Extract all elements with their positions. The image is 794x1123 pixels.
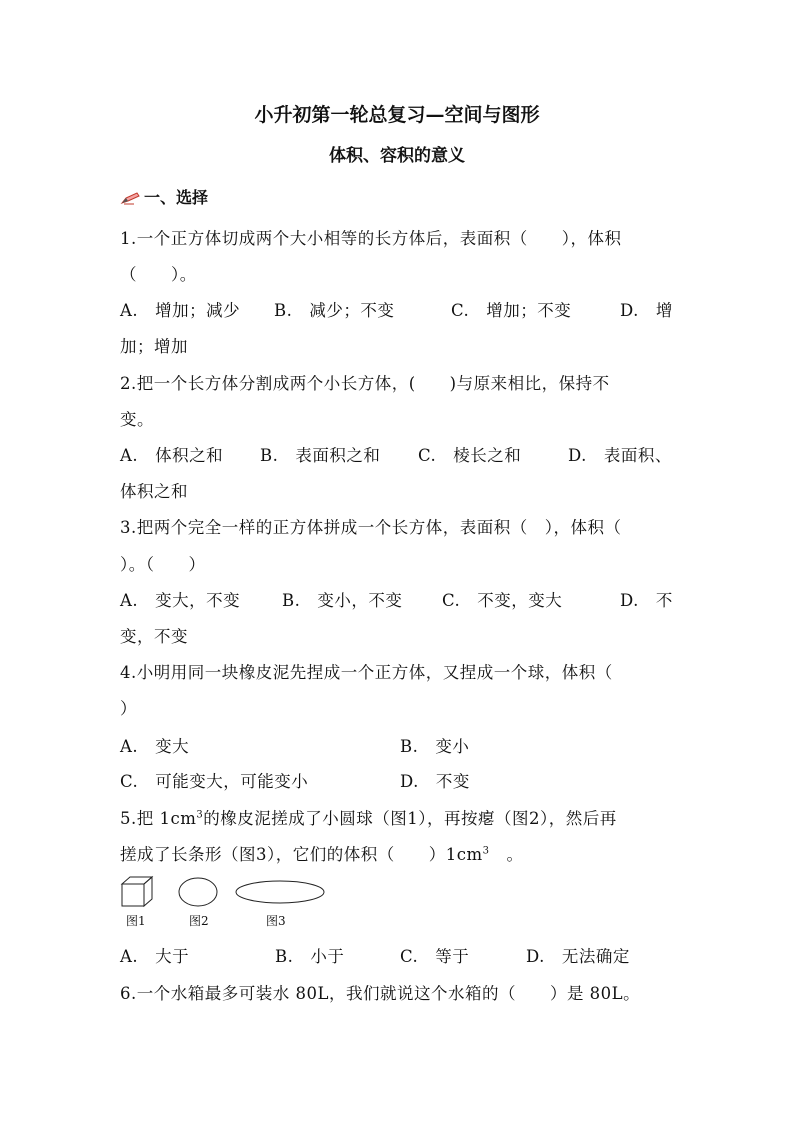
- superscript: 3: [196, 809, 204, 821]
- question-3-line-2: ）。（ ）: [120, 555, 206, 574]
- question-2-option-d: D. 表面积、: [568, 446, 672, 465]
- question-3-options-cont: 变，不变: [120, 627, 188, 646]
- question-4-option-d: D. 不变: [400, 772, 470, 791]
- figure-2-ellipse: [179, 878, 217, 906]
- question-5-line-2: [120, 841, 524, 865]
- question-2-line-2: 变。: [120, 410, 154, 429]
- figure-3-ellipse: [236, 881, 324, 903]
- question-4-option-c: C. 可能变大，可能变小: [120, 772, 309, 791]
- section-label: 一、选择: [144, 188, 209, 207]
- question-2-option-b: B. 表面积之和: [260, 446, 381, 465]
- question-1-option-b: B. 减少；不变: [274, 301, 395, 320]
- page-title: 小升初第一轮总复习—空间与图形: [254, 104, 540, 126]
- question-1-line-2: （ ）。: [120, 265, 197, 284]
- question-5-line-1: [120, 805, 617, 829]
- page-subtitle: 体积、容积的意义: [329, 146, 465, 166]
- question-3-line-1: 3.把两个完全一样的正方体拼成一个长方体，表面积（ ），体积（: [120, 518, 622, 537]
- question-2-options-cont: 体积之和: [120, 482, 188, 501]
- question-6-line-1: 6.一个水箱最多可装水 80L，我们就说这个水箱的（ ）是 80L。: [120, 984, 641, 1003]
- figure-2-label: 图2: [189, 914, 209, 928]
- figure-3-label: 图3: [266, 914, 286, 928]
- question-4-option-b: B. 变小: [400, 737, 470, 756]
- question-4-line-2: ）: [120, 699, 137, 718]
- question-5-option-b: B. 小于: [275, 947, 345, 966]
- question-3-option-a: A. 变大，不变: [120, 591, 241, 610]
- question-2-option-a: A. 体积之和: [120, 446, 224, 465]
- question-5-text-d: 。: [489, 845, 524, 864]
- question-1-line-1: 1.一个正方体切成两个大小相等的长方体后，表面积（ ），体积: [120, 229, 622, 248]
- section-heading: [120, 185, 208, 208]
- question-5-text-b: 的橡皮泥搓成了小圆球（图1），再按瘪（图2），然后再: [203, 809, 617, 828]
- question-1-option-d: D. 增: [620, 301, 673, 320]
- question-5-option-d: D. 无法确定: [526, 947, 630, 966]
- question-5-text-a: 5.把 1cm: [120, 809, 197, 828]
- question-1-option-c: C. 增加；不变: [451, 301, 572, 320]
- pencil-icon: [120, 190, 142, 204]
- question-5-option-a: A. 大于: [120, 947, 190, 966]
- question-5-text-c: 搓成了长条形（图3），它们的体积（ ）1cm: [120, 845, 483, 864]
- question-4-option-a: A. 变大: [120, 737, 190, 756]
- question-3-option-b: B. 变小，不变: [282, 591, 403, 610]
- question-5-option-c: C. 等于: [400, 947, 470, 966]
- question-1-options-cont: 加；增加: [120, 337, 188, 356]
- question-2-line-1: 2.把一个长方体分割成两个小长方体，( )与原来相比，保持不: [120, 374, 610, 393]
- figure-1-label: 图1: [126, 914, 146, 928]
- question-2-option-c: C. 棱长之和: [418, 446, 522, 465]
- figure-1-cube: [122, 877, 152, 906]
- question-3-option-d: D. 不: [620, 591, 673, 610]
- question-5-figures: [118, 874, 338, 908]
- question-3-option-c: C. 不变，变大: [442, 591, 563, 610]
- superscript: 3: [482, 845, 490, 857]
- question-1-option-a: A. 增加；减少: [120, 301, 241, 320]
- question-4-line-1: 4.小明用同一块橡皮泥先捏成一个正方体，又捏成一个球，体积（: [120, 663, 613, 682]
